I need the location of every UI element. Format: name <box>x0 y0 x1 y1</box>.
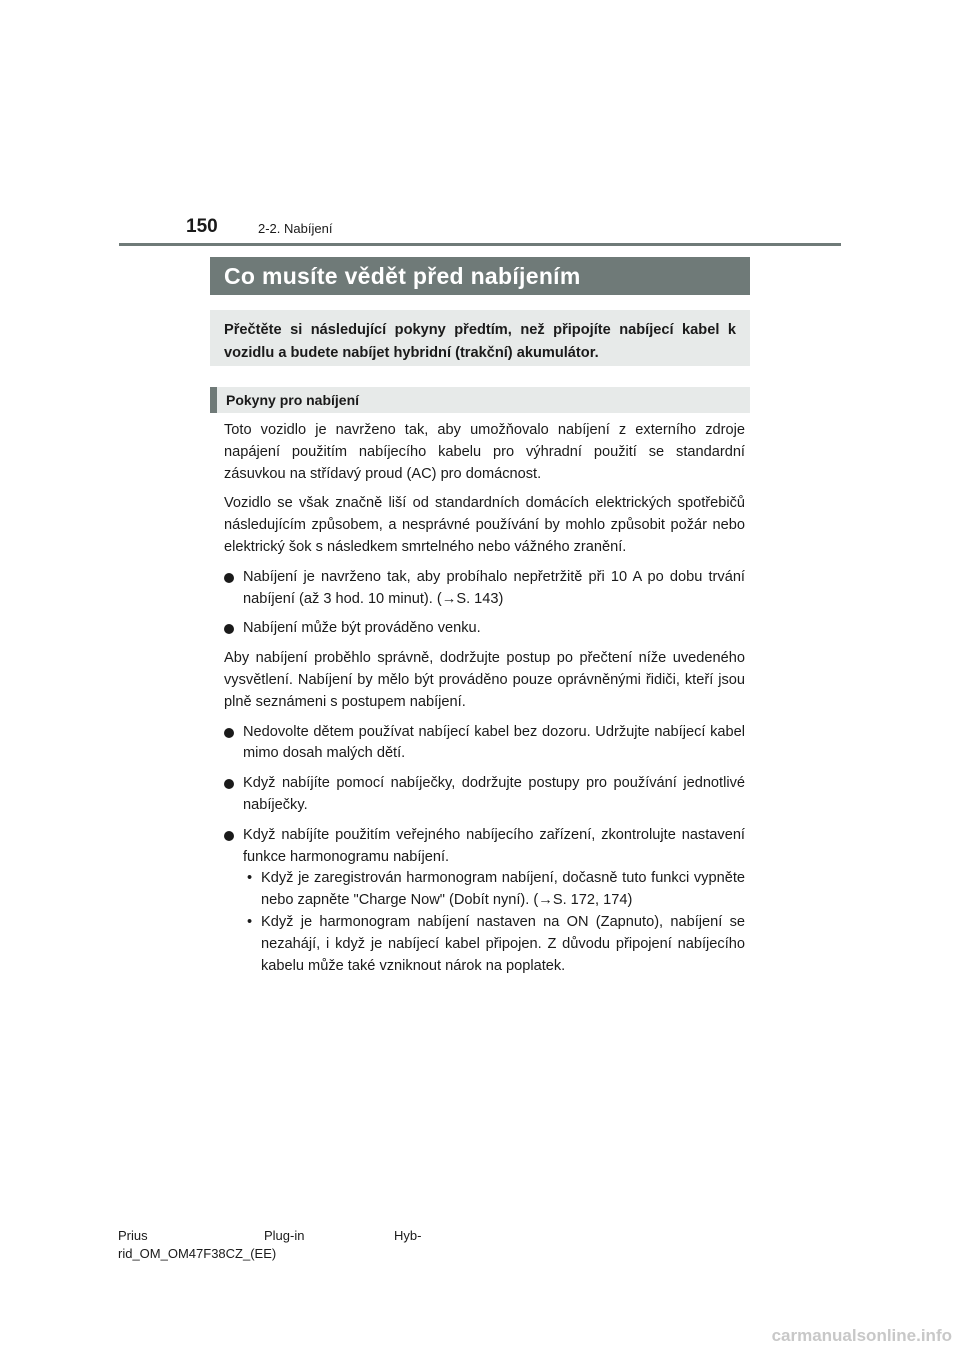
list-item-text: Nabíjení může být prováděno venku. <box>243 620 481 637</box>
sub-list-item-text: Když je zaregistrován harmonogram nabíjení, dočasně tuto funkci vypněte nebo zapněte "Charge Now" (Dobít nyní). (→S. 172, 174) <box>261 870 745 909</box>
paragraph: Aby nabíjení proběhlo správně, dodržujte postup po přečtení níže uvedeného vysvětlení. Nabíjení by mělo být prováděno pouze oprávněnými řidiči, kteří jsou plně seznámeni s postupem nabíjení. <box>224 650 745 710</box>
footer <box>118 1227 438 1263</box>
footer-variant: Plug-in <box>264 1228 305 1243</box>
page-number: 150 <box>186 216 218 237</box>
list-item-text: Když nabíjíte použitím veřejného nabíjecího zařízení, zkontrolujte nastavení funkce harmonogramu nabíjení. <box>243 826 745 865</box>
bullet-icon <box>224 728 234 738</box>
list-item <box>224 773 745 817</box>
sub-list-item <box>243 912 745 977</box>
list-item <box>224 722 745 766</box>
subheading: Pokyny pro nabíjení <box>210 387 750 413</box>
footer-type: Hyb- <box>394 1228 422 1243</box>
bullet-icon <box>224 573 234 583</box>
list-item <box>224 825 745 869</box>
bullet-icon <box>224 831 234 841</box>
paragraph: Toto vozidlo je navrženo tak, aby umožňovalo nabíjení z externího zdroje napájení použitím nabíjecího kabelu pro výhradní použití se standardní zásuvkou na střídavý proud (AC) pro domácnost. <box>224 422 745 482</box>
footer-code: rid_OM_OM47F38CZ_(EE) <box>118 1246 277 1261</box>
list-item-text: Nedovolte dětem používat nabíjecí kabel bez dozoru. Udržujte nabíjecí kabel mimo dosah malých dětí. <box>243 723 745 762</box>
list-item-text: Nabíjení je navrženo tak, aby probíhalo nepřetržitě při 10 A po dobu trvání nabíjení (až 3 hod. 10 minut). (→S. 143) <box>243 568 745 607</box>
sub-list-item <box>243 868 745 912</box>
sub-list-item-text: Když je harmonogram nabíjení nastaven na ON (Zapnuto), nabíjení se nezahájí, i když je nabíjecí kabel připojen. Z důvodu připojení nabíjecího kabelu může také vzniknout nárok na poplatek. <box>261 913 745 974</box>
list-item <box>224 567 745 611</box>
paragraph: Vozidlo se však značně liší od standardních domácích elektrických spotřebičů následujícím způsobem, a nesprávné používání by mohlo způsobit požár nebo elektrický šok s následkem smrtelného nebo vážného zranění. <box>224 495 745 555</box>
section-label: 2-2. Nabíjení <box>258 221 333 236</box>
page-title: Co musíte vědět před nabíjením <box>210 257 750 295</box>
sub-bullet-icon: • <box>247 870 253 887</box>
bullet-icon <box>224 779 234 789</box>
header-divider <box>119 243 841 246</box>
body-text <box>224 420 745 977</box>
footer-model: Prius <box>118 1228 148 1243</box>
intro-box: Přečtěte si následující pokyny předtím, než připojíte nabíjecí kabel k vozidlu a budete nabíjet hybridní (trakční) akumulátor. <box>210 310 750 366</box>
bullet-icon <box>224 624 234 634</box>
sub-bullet-icon: • <box>247 913 253 930</box>
list-item-text: Když nabíjíte pomocí nabíječky, dodržujte postupy pro používání jednotlivé nabíječky. <box>243 775 745 813</box>
watermark: carmanualsonline.info <box>771 1326 952 1345</box>
sub-list <box>243 868 745 977</box>
list-item <box>224 618 745 640</box>
